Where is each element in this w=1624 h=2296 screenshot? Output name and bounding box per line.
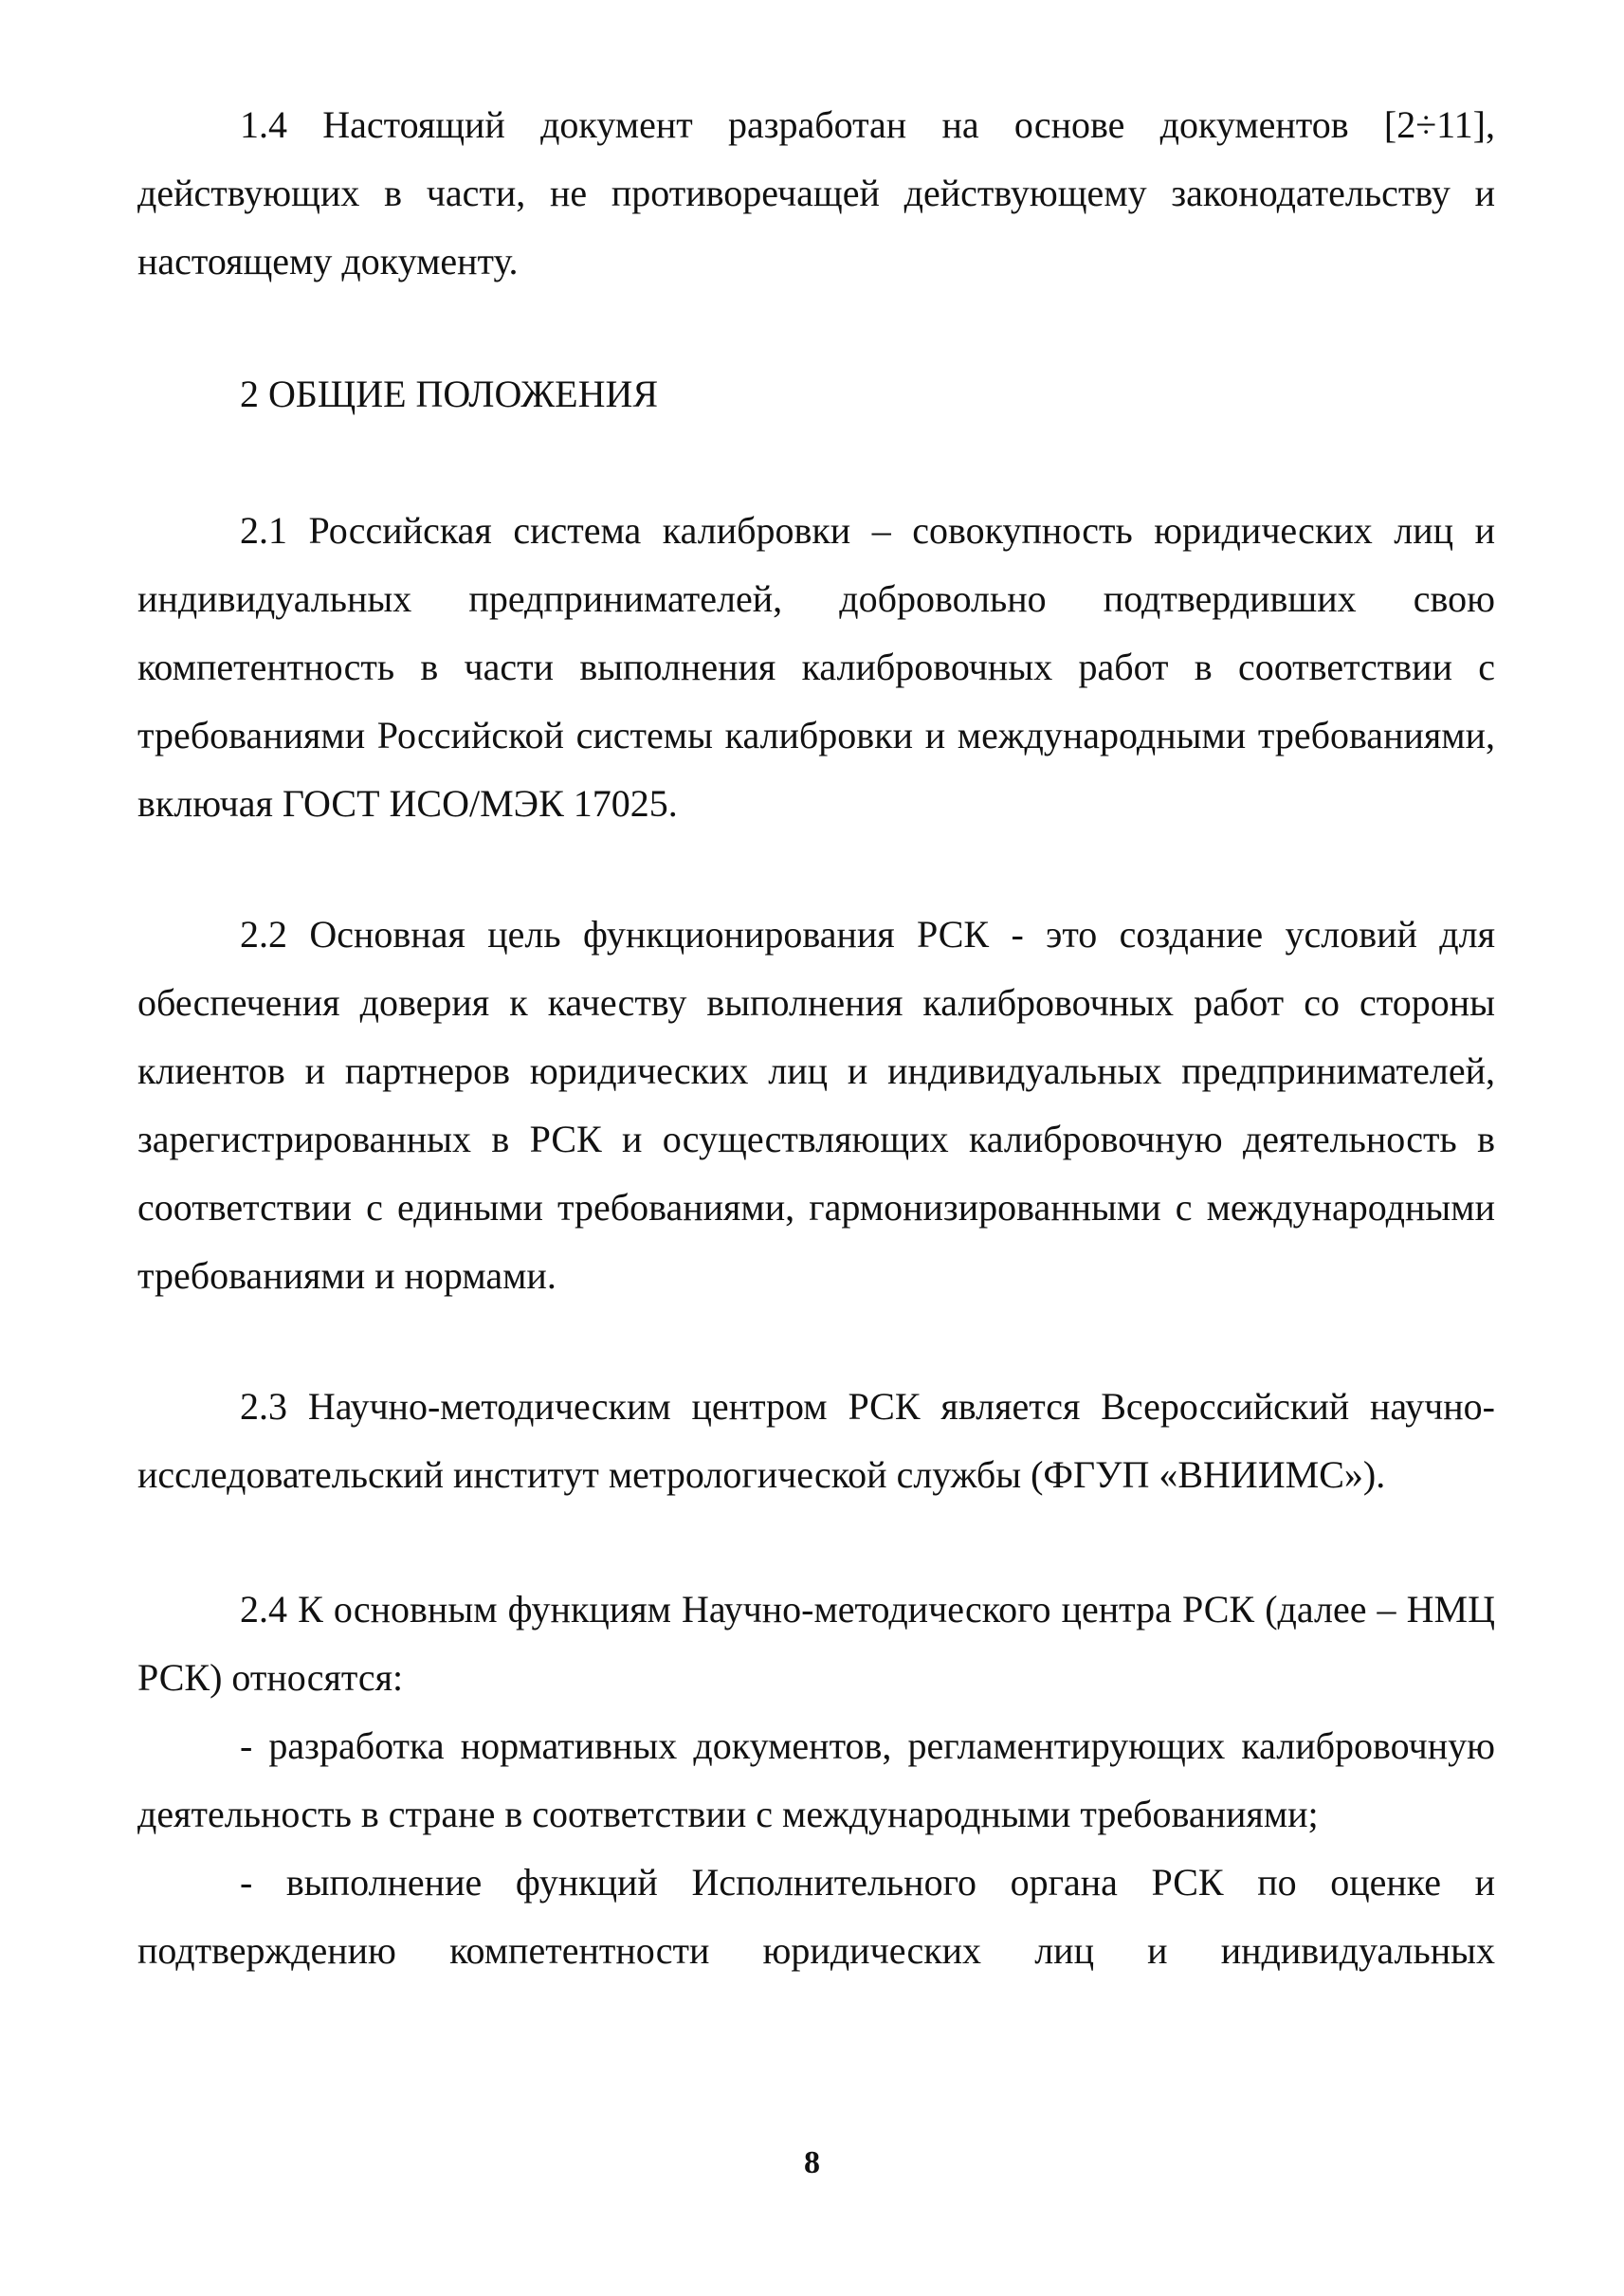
paragraph-2-4 xyxy=(137,1576,1495,1985)
paragraph-1-4 xyxy=(137,91,1495,296)
paragraph-2-2-text: 2.2 Основная цель функционирования РСК - это создание условий для обеспечения доверия к качеству выполнения калибровочных работ со стороны клиентов и партнеров юридических лиц и индивидуальных предпринимателей, зарегистрированных в РСК и осуществляющих калибровочную деятельность в соответствии с едиными требованиями, гармонизированными с международными требованиями и нормами. xyxy=(137,913,1495,1297)
paragraph-2-1 xyxy=(137,497,1495,838)
section-2-heading: 2 ОБЩИЕ ПОЛОЖЕНИЯ xyxy=(240,373,659,415)
paragraph-2-3-text: 2.3 Научно-методическим центром РСК является Всероссийский научно-исследовательский институт метрологической службы (ФГУП «ВНИИМС»). xyxy=(137,1385,1495,1496)
paragraph-2-4-text: 2.4 К основным функциям Научно-методического центра РСК (далее – НМЦ РСК) относятся: xyxy=(137,1588,1495,1699)
paragraph-2-1-text: 2.1 Российская система калибровки – совокупность юридических лиц и индивидуальных предпринимателей, добровольно подтвердивших свою компетентность в части выполнения калибровочных работ в соответствии с требованиями Российской системы калибровки и международными требованиями, включая ГОСТ ИСО/МЭК 17025. xyxy=(137,509,1495,825)
list-item: - разработка нормативных документов, регламентирующих калибровочную деятельность в стране в соответствии с международными требованиями; xyxy=(137,1724,1495,1835)
page-number: 8 xyxy=(804,2145,820,2180)
paragraph-2-3 xyxy=(137,1373,1495,1509)
paragraph-1-4-text: 1.4 Настоящий документ разработан на основе документов [2÷11], действующих в части, не противоречащей действующему законодательству и настоящему документу. xyxy=(137,103,1495,282)
paragraph-2-2 xyxy=(137,901,1495,1310)
list-item: - выполнение функций Исполнительного органа РСК по оценке и подтверждению компетентности юридических лиц и индивидуальных xyxy=(137,1861,1495,1972)
